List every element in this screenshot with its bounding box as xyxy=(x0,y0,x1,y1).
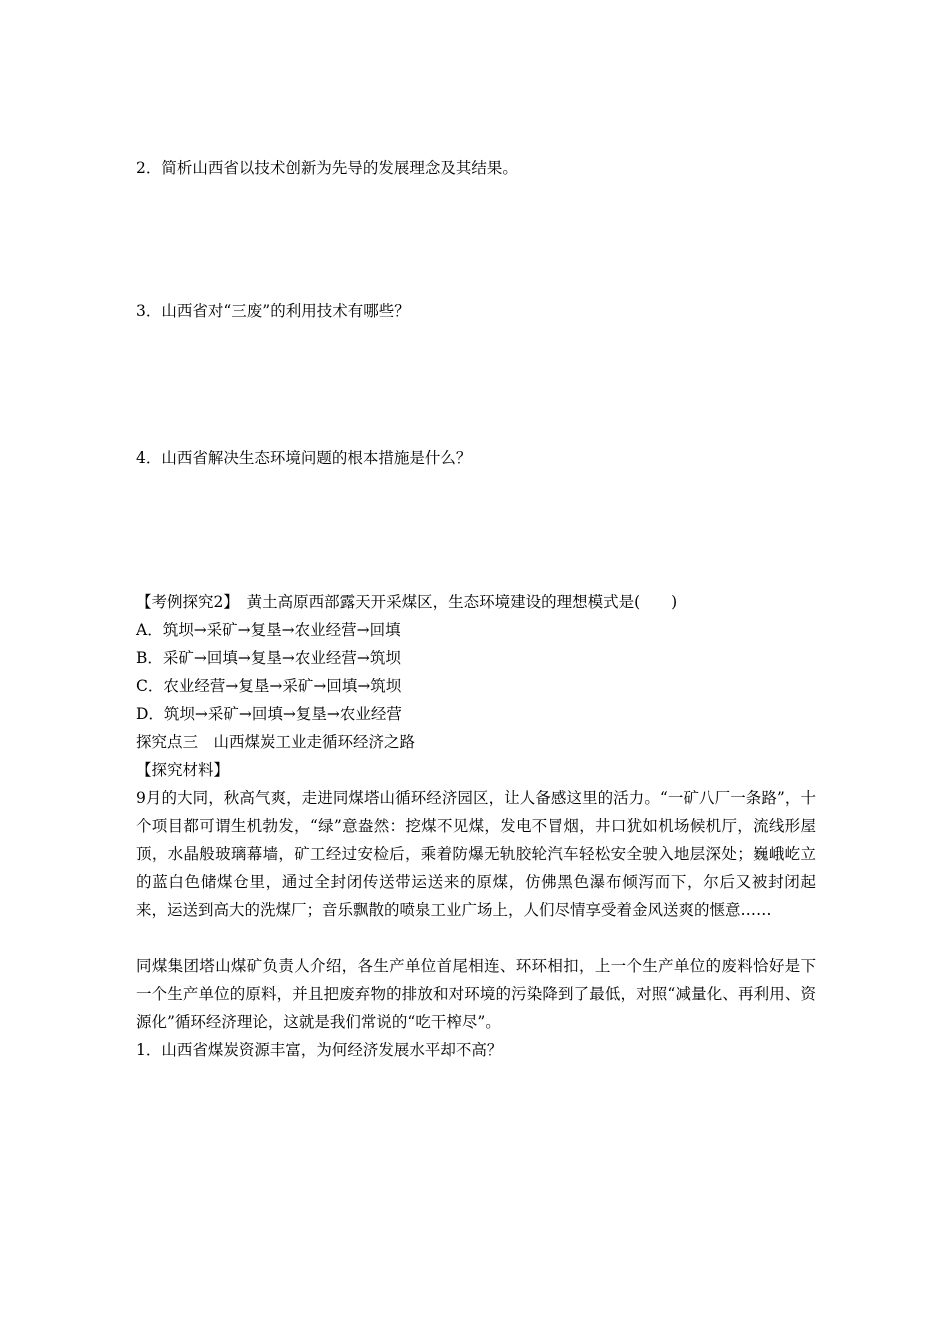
question-4: 4．山西省解决生态环境问题的根本措施是什么？ xyxy=(136,449,472,467)
example-heading: 【考例探究2】 黄土高原西部露天开采煤区，生态环境建设的理想模式是( ) xyxy=(136,593,678,611)
question-3: 3．山西省对“三废”的利用技术有哪些？ xyxy=(136,302,410,320)
question-2: 2．简析山西省以技术创新为先导的发展理念及其结果。 xyxy=(136,159,518,177)
question-1: 1．山西省煤炭资源丰富，为何经济发展水平却不高？ xyxy=(136,1041,503,1059)
option-c: C．农业经营→复垦→采矿→回填→筑坝 xyxy=(136,677,402,695)
option-d: D．筑坝→采矿→回填→复垦→农业经营 xyxy=(136,705,402,723)
option-a: A．筑坝→采矿→复垦→农业经营→回填 xyxy=(136,621,401,639)
option-b: B．采矿→回填→复垦→农业经营→筑坝 xyxy=(136,649,401,667)
material-paragraph-1: 9月的大同，秋高气爽，走进同煤塔山循环经济园区，让人备感这里的活力。“一矿八厂一条路”，十个项目都可谓生机勃发，“绿”意盎然：挖煤不见煤，发电不冒烟，井口犹如机场候机厅，流线形屋顶，水晶般玻璃幕墙，矿工经过安检后，乘着防爆无轨胶轮汽车轻松安全驶入地层深处；巍峨屹立的蓝白色储煤仓里，通过全封闭传送带运送来的原煤，仿佛黑色瀑布倾泻而下，尔后又被封闭起来，运送到高大的洗煤厂；音乐飘散的喷泉工业广场上，人们尽情享受着金风送爽的惬意…… xyxy=(136,789,816,919)
material-paragraph-2: 同煤集团塔山煤矿负责人介绍，各生产单位首尾相连、环环相扣，上一个生产单位的废料恰好是下一个生产单位的原料，并且把废弃物的排放和对环境的污染降到了最低，对照“减量化、再利用、资源化”循环经济理论，这就是我们常说的“吃干榨尽”。 xyxy=(136,957,816,1031)
section-title: 探究点三 山西煤炭工业走循环经济之路 xyxy=(136,733,416,751)
material-label: 【探究材料】 xyxy=(136,761,230,779)
